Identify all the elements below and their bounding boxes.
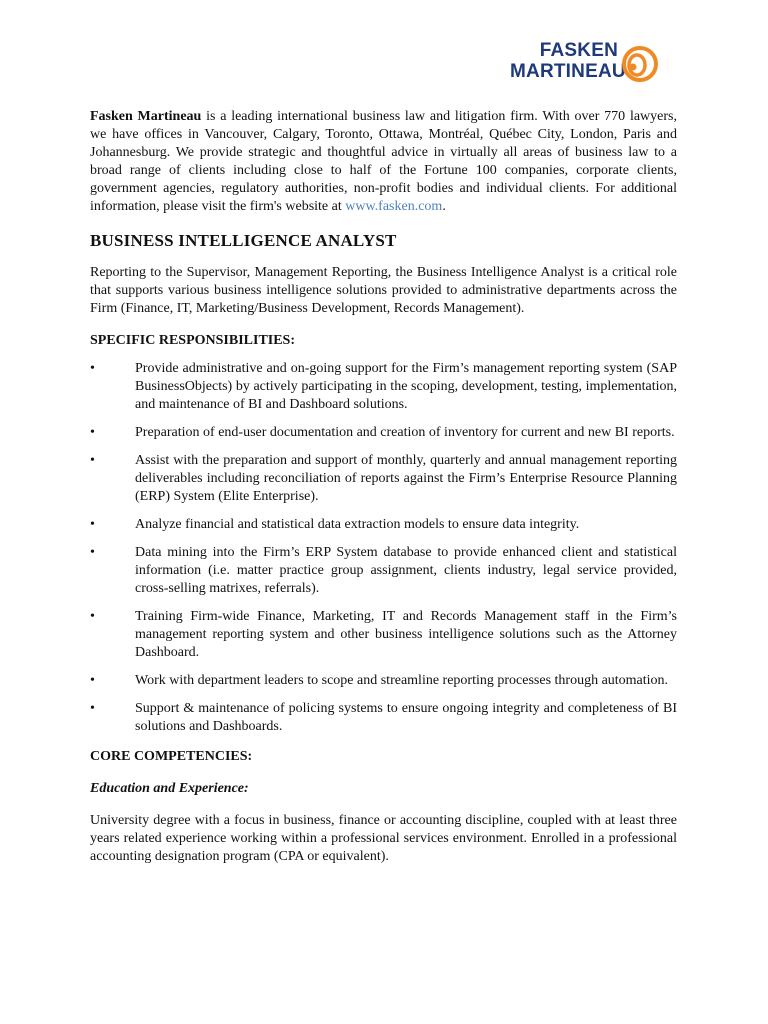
intro-end: . (442, 199, 446, 214)
responsibilities-heading: SPECIFIC RESPONSIBILITIES: (90, 333, 296, 348)
bullet-icon: • (90, 609, 95, 624)
bullet-icon: • (90, 673, 95, 688)
bullet-icon: • (90, 361, 95, 376)
list-item: • Analyze financial and statistical data extraction models to ensure data integrity. (90, 517, 580, 532)
competencies-heading: CORE COMPETENCIES: (90, 749, 253, 764)
list-item: • Data mining into the Firm’s ERP System database to provide enhanced client and statistical information (i.e. matter practice group assignment, clients industry, legal service provided, cross-selling matrixes, referrals). (90, 545, 677, 596)
list-item: • Support & maintenance of policing systems to ensure ongoing integrity and completeness of BI solutions and Dashboards. (90, 701, 677, 734)
bullet-icon: • (90, 545, 95, 560)
firm-website-link[interactable]: www.fasken.com (345, 199, 443, 214)
list-item: • Training Firm-wide Finance, Marketing, IT and Records Management staff in the Firm’s management reporting system and other business intelligence solutions such as the Attorney Dashboard. (90, 609, 677, 660)
responsibilities-list (90, 360, 677, 736)
list-item: • Assist with the preparation and support of monthly, quarterly and annual management reporting deliverables including reconciliation of reports against the Firm’s Enterprise Resource Planning (ERP) System (Elite Enterprise). (90, 453, 677, 504)
intro-paragraph (90, 108, 677, 216)
logo-swirl-icon (620, 44, 660, 84)
list-item: • Provide administrative and on-going support for the Firm’s management reporting system (SAP BusinessObjects) by actively participating in the scoping, development, testing, implementation, and maintenance of BI and Dashboard solutions. (90, 361, 677, 412)
list-item: • Preparation of end-user documentation and creation of inventory for current and new BI reports. (90, 425, 675, 440)
list-item: • Work with department leaders to scope and streamline reporting processes through automation. (90, 673, 669, 688)
intro-text: is a leading international business law and litigation firm. With over 770 lawyers, we have offices in Vancouver, Calgary, Toronto, Ottawa, Montréal, Québec City, London, Paris and Johannesburg. We provide strategic and thoughtful advice in virtually all areas of business law to a broad range of clients including close to half of the Fortune 100 companies, corporate clients, government agencies, regulatory authorities, non-profit bodies and individual clients. For additional information, please visit the firm's website at (90, 109, 677, 214)
job-title: BUSINESS INTELLIGENCE ANALYST (90, 231, 397, 250)
document-body (90, 108, 677, 866)
education-heading: Education and Experience: (90, 781, 249, 796)
bullet-icon: • (90, 425, 95, 440)
bullet-icon: • (90, 453, 95, 468)
firm-name: Fasken Martineau (90, 109, 202, 124)
education-text: University degree with a focus in business, finance or accounting discipline, coupled with at least three years related experience working within a professional services environment. Enrolled in a professional accounting designation program (CPA or equivalent). (90, 813, 677, 864)
bullet-icon: • (90, 701, 95, 716)
logo-line-2: MARTINEAU (510, 61, 626, 82)
role-summary: Reporting to the Supervisor, Management Reporting, the Business Intelligence Analyst is a critical role that supports various business intelligence solutions provided to administrative departments across the Firm (Finance, IT, Marketing/Business Development, Records Management). (90, 265, 677, 316)
fasken-martineau-logo (510, 40, 660, 84)
bullet-icon: • (90, 517, 95, 532)
logo-line-1: FASKEN (539, 40, 618, 61)
